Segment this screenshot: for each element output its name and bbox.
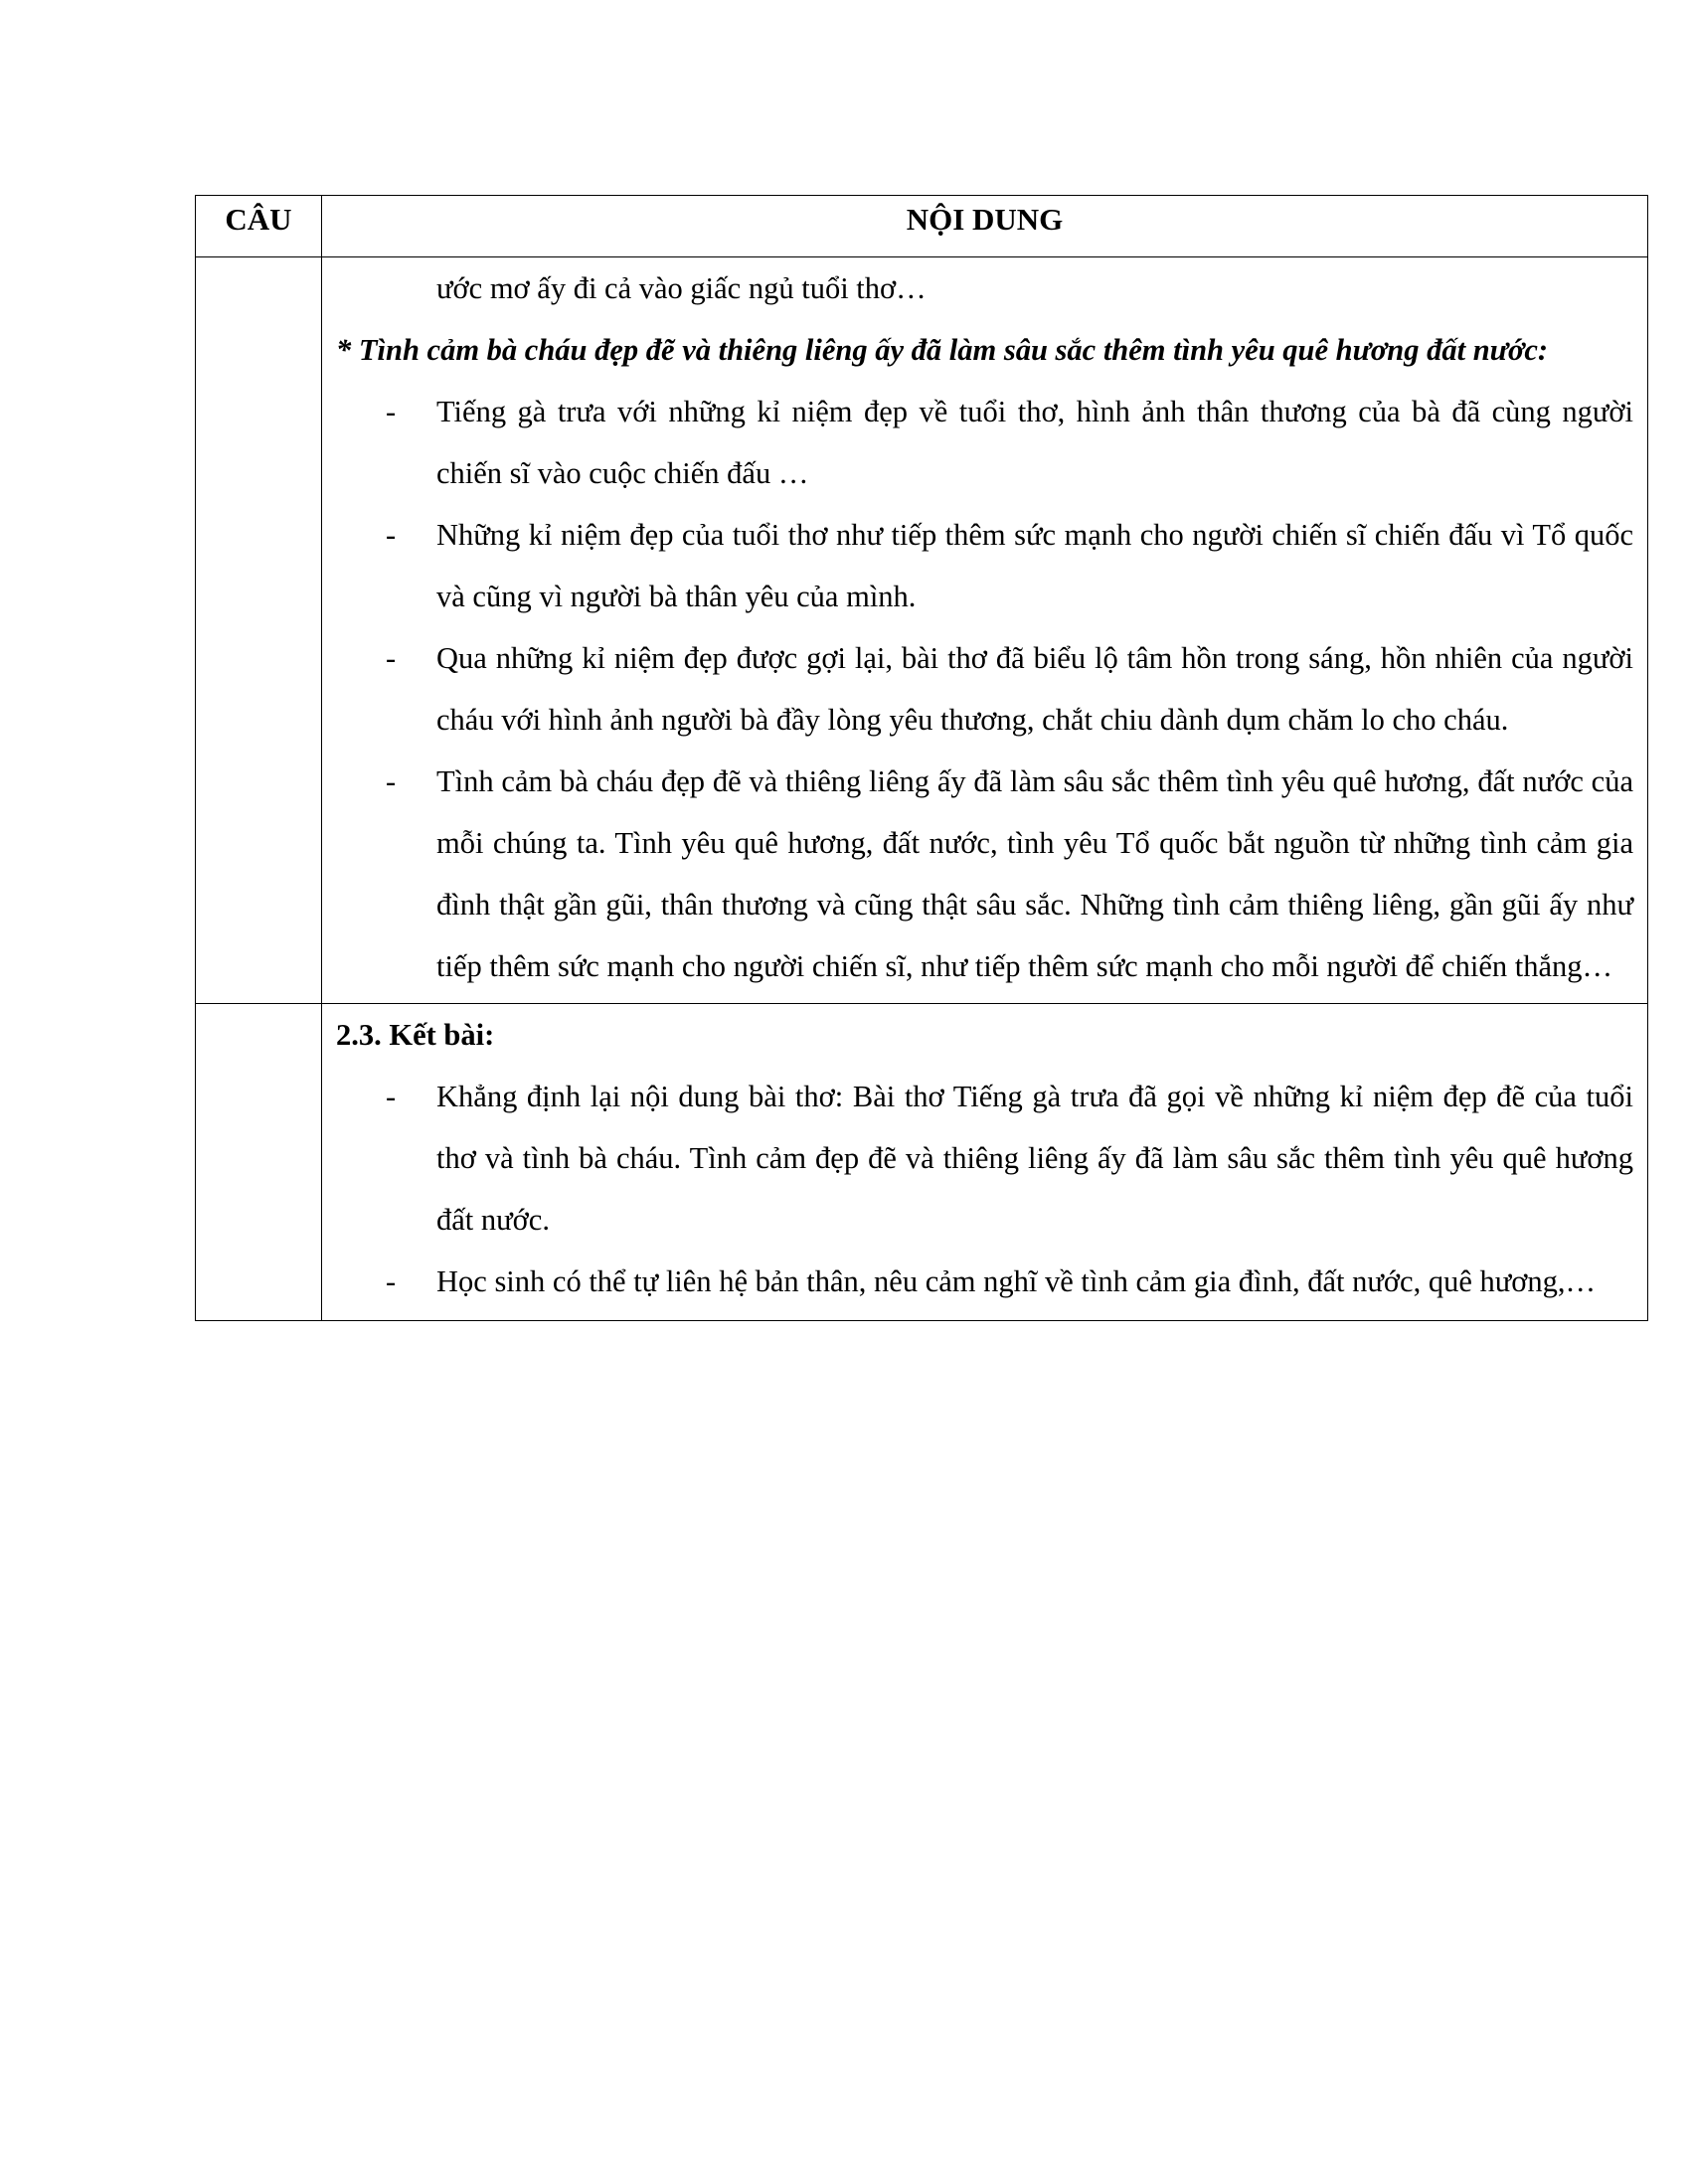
list-item: [336, 1251, 1633, 1312]
section-heading-ket-bai: 2.3. Kết bài:: [336, 1018, 495, 1052]
header-cau: CÂU: [196, 196, 322, 257]
dash-marker: -: [386, 641, 397, 675]
dash-marker: -: [386, 395, 397, 428]
list-item: [336, 627, 1633, 751]
list-item-text: Khẳng định lại nội dung bài thơ: Bài thơ Tiếng gà trưa đã gọi về những kỉ niệm đẹp đẽ của tuổi thơ và tình bà cháu. Tình cảm đẹp đẽ và thiêng liêng ấy đã làm sâu sắc thêm tình yêu quê hương đất nước.: [436, 1080, 1633, 1237]
cau-cell-empty: [196, 1004, 322, 1321]
bullet-list: [336, 381, 1633, 997]
continuation-text: ước mơ ấy đi cả vào giấc ngủ tuổi thơ…: [436, 271, 927, 305]
list-item: [336, 1066, 1633, 1251]
list-item-text: Học sinh có thể tự liên hệ bản thân, nêu cảm nghĩ về tình cảm gia đình, đất nước, quê hương,…: [436, 1264, 1597, 1298]
dash-marker: -: [386, 764, 397, 798]
list-item: [336, 381, 1633, 504]
table-row: [196, 1004, 1648, 1321]
bullet-list: [336, 1066, 1633, 1312]
table-row: [196, 257, 1648, 1004]
content-cell: [322, 1004, 1648, 1321]
list-item-text: Tình cảm bà cháu đẹp đẽ và thiêng liêng ấy đã làm sâu sắc thêm tình yêu quê hương, đất nước của mỗi chúng ta. Tình yêu quê hương, đất nước, tình yêu Tổ quốc bắt nguồn từ những tình cảm gia đình thật gần gũi, thân thương và cũng thật sâu sắc. Những tình cảm thiêng liêng, gần gũi ấy như tiếp thêm sức mạnh cho người chiến sĩ, như tiếp thêm sức mạnh cho mỗi người để chiến thắng…: [436, 764, 1633, 983]
section-heading: * Tình cảm bà cháu đẹp đẽ và thiêng liêng ấy đã làm sâu sắc thêm tình yêu quê hương đất nước:: [336, 333, 1549, 367]
dash-marker: -: [386, 1080, 397, 1113]
list-item: [336, 751, 1633, 997]
cau-cell-empty: [196, 257, 322, 1004]
table-header-row: [196, 196, 1648, 257]
dash-marker: -: [386, 518, 397, 552]
list-item-text: Tiếng gà trưa với những kỉ niệm đẹp về tuổi thơ, hình ảnh thân thương của bà đã cùng người chiến sĩ vào cuộc chiến đấu …: [436, 395, 1633, 490]
answer-table: [195, 195, 1648, 1321]
list-item-text: Những kỉ niệm đẹp của tuổi thơ như tiếp thêm sức mạnh cho người chiến sĩ chiến đấu vì Tổ quốc và cũng vì người bà thân yêu của mình.: [436, 518, 1633, 613]
list-item-text: Qua những kỉ niệm đẹp được gợi lại, bài thơ đã biểu lộ tâm hồn trong sáng, hồn nhiên của người cháu với hình ảnh người bà đầy lòng yêu thương, chắt chiu dành dụm chăm lo cho cháu.: [436, 641, 1633, 737]
header-noi-dung: NỘI DUNG: [322, 196, 1648, 257]
list-item: [336, 504, 1633, 627]
content-cell: [322, 257, 1648, 1004]
dash-marker: -: [386, 1264, 397, 1298]
